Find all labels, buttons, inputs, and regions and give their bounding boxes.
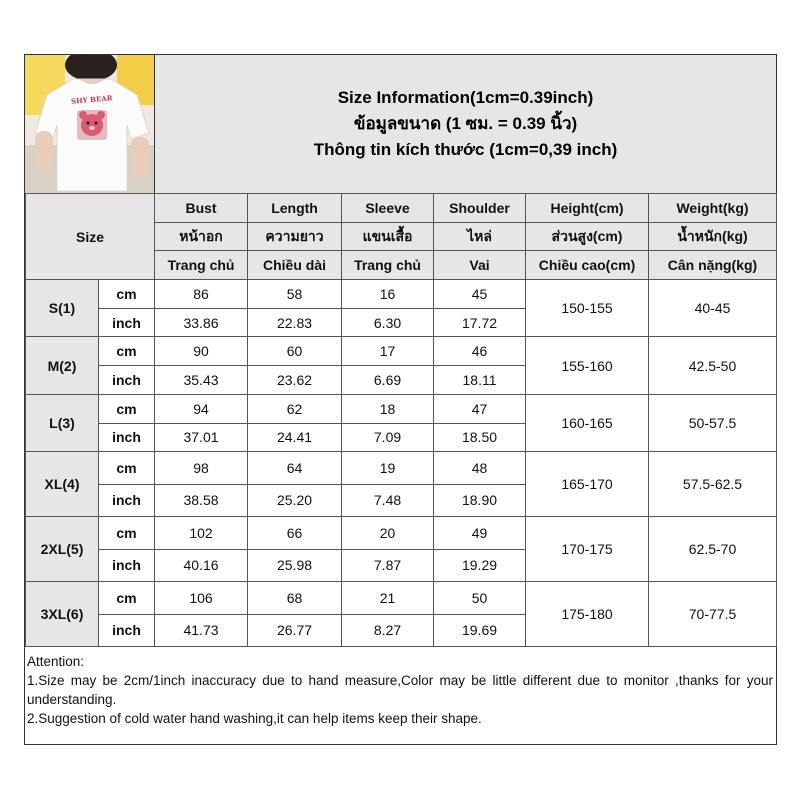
unit-inch-label: inch bbox=[99, 614, 155, 647]
bust-inch: 37.01 bbox=[155, 423, 248, 452]
sleeve-cm: 17 bbox=[342, 337, 434, 366]
size-label: 3XL(6) bbox=[26, 582, 99, 647]
shoulder-cm: 46 bbox=[434, 337, 526, 366]
column-header-sleeve-th: แขนเสื้อ bbox=[342, 222, 434, 251]
unit-inch-label: inch bbox=[99, 423, 155, 452]
column-header-height-th: ส่วนสูง(cm) bbox=[526, 222, 649, 251]
bust-inch: 33.86 bbox=[155, 308, 248, 337]
length-inch: 22.83 bbox=[248, 308, 342, 337]
size-label: L(3) bbox=[26, 394, 99, 451]
shoulder-inch: 18.50 bbox=[434, 423, 526, 452]
size-label: S(1) bbox=[26, 280, 99, 337]
unit-cm-label: cm bbox=[99, 337, 155, 366]
length-inch: 24.41 bbox=[248, 423, 342, 452]
length-cm: 64 bbox=[248, 452, 342, 485]
sleeve-cm: 19 bbox=[342, 452, 434, 485]
notes-line-2: 2.Suggestion of cold water hand washing,it can help items keep their shape. bbox=[27, 711, 482, 726]
bust-cm: 98 bbox=[155, 452, 248, 485]
bust-inch: 41.73 bbox=[155, 614, 248, 647]
product-photo-illustration bbox=[25, 55, 155, 193]
column-header-height: Height(cm) bbox=[526, 194, 649, 223]
sleeve-cm: 21 bbox=[342, 582, 434, 615]
column-header-sleeve: Sleeve bbox=[342, 194, 434, 223]
table-header-row-en bbox=[26, 194, 777, 223]
unit-cm-label: cm bbox=[99, 280, 155, 309]
height-range: 155-160 bbox=[526, 337, 649, 394]
attention-notes bbox=[25, 650, 776, 728]
table-row bbox=[26, 582, 777, 615]
bust-cm: 94 bbox=[155, 394, 248, 423]
length-inch: 25.20 bbox=[248, 484, 342, 517]
column-header-shoulder-th: ไหล่ bbox=[434, 222, 526, 251]
length-inch: 26.77 bbox=[248, 614, 342, 647]
sleeve-inch: 6.69 bbox=[342, 366, 434, 395]
shoulder-cm: 45 bbox=[434, 280, 526, 309]
sleeve-inch: 8.27 bbox=[342, 614, 434, 647]
unit-cm-label: cm bbox=[99, 517, 155, 550]
column-header-weight-th: น้ำหนัก(kg) bbox=[649, 222, 777, 251]
height-range: 150-155 bbox=[526, 280, 649, 337]
shoulder-cm: 49 bbox=[434, 517, 526, 550]
notes-title: Attention: bbox=[27, 654, 85, 669]
notes-line-1: 1.Size may be 2cm/1inch inaccuracy due to hand measure,Color may be little different due to monitor ,thanks for your understanding. bbox=[27, 673, 773, 707]
header-title-th: ข้อมูลขนาด (1 ซม. = 0.39 นิ้ว) bbox=[353, 114, 578, 133]
unit-inch-label: inch bbox=[99, 549, 155, 582]
table-row bbox=[26, 394, 777, 423]
unit-inch-label: inch bbox=[99, 484, 155, 517]
weight-range: 50-57.5 bbox=[649, 394, 777, 451]
weight-range: 70-77.5 bbox=[649, 582, 777, 647]
column-header-length: Length bbox=[248, 194, 342, 223]
weight-range: 62.5-70 bbox=[649, 517, 777, 582]
column-header-shoulder: Shoulder bbox=[434, 194, 526, 223]
column-header-bust-th: หน้าอก bbox=[155, 222, 248, 251]
shoulder-inch: 19.29 bbox=[434, 549, 526, 582]
unit-cm-label: cm bbox=[99, 394, 155, 423]
weight-range: 57.5-62.5 bbox=[649, 452, 777, 517]
length-cm: 60 bbox=[248, 337, 342, 366]
column-header-height-vi: Chiều cao(cm) bbox=[526, 251, 649, 280]
shoulder-inch: 18.11 bbox=[434, 366, 526, 395]
size-table bbox=[25, 193, 777, 647]
bust-cm: 90 bbox=[155, 337, 248, 366]
bust-cm: 102 bbox=[155, 517, 248, 550]
column-header-bust-vi: Trang chủ bbox=[155, 251, 248, 280]
sleeve-inch: 7.09 bbox=[342, 423, 434, 452]
column-header-weight: Weight(kg) bbox=[649, 194, 777, 223]
length-cm: 68 bbox=[248, 582, 342, 615]
sleeve-cm: 18 bbox=[342, 394, 434, 423]
size-column-header: Size bbox=[26, 194, 155, 280]
bust-inch: 40.16 bbox=[155, 549, 248, 582]
column-header-weight-vi: Cân nặng(kg) bbox=[649, 251, 777, 280]
bust-inch: 35.43 bbox=[155, 366, 248, 395]
unit-cm-label: cm bbox=[99, 452, 155, 485]
header-title-en: Size Information(1cm=0.39inch) bbox=[337, 88, 594, 107]
length-inch: 23.62 bbox=[248, 366, 342, 395]
product-photo bbox=[25, 55, 155, 193]
shoulder-inch: 18.90 bbox=[434, 484, 526, 517]
sleeve-inch: 6.30 bbox=[342, 308, 434, 337]
shoulder-inch: 19.69 bbox=[434, 614, 526, 647]
length-cm: 66 bbox=[248, 517, 342, 550]
length-cm: 58 bbox=[248, 280, 342, 309]
sleeve-cm: 16 bbox=[342, 280, 434, 309]
weight-range: 42.5-50 bbox=[649, 337, 777, 394]
unit-inch-label: inch bbox=[99, 308, 155, 337]
table-row bbox=[26, 337, 777, 366]
unit-inch-label: inch bbox=[99, 366, 155, 395]
shoulder-cm: 50 bbox=[434, 582, 526, 615]
height-range: 160-165 bbox=[526, 394, 649, 451]
column-header-bust: Bust bbox=[155, 194, 248, 223]
column-header-length-vi: Chiều dài bbox=[248, 251, 342, 280]
column-header-sleeve-vi: Trang chủ bbox=[342, 251, 434, 280]
header-title-vi: Thông tin kích thước (1cm=0,39 inch) bbox=[313, 140, 618, 159]
bust-inch: 38.58 bbox=[155, 484, 248, 517]
shirt-print-text: SHY BEAR bbox=[70, 93, 113, 106]
height-range: 165-170 bbox=[526, 452, 649, 517]
height-range: 175-180 bbox=[526, 582, 649, 647]
size-chart-sheet bbox=[24, 54, 777, 745]
table-row bbox=[26, 517, 777, 550]
length-inch: 25.98 bbox=[248, 549, 342, 582]
column-header-length-th: ความยาว bbox=[248, 222, 342, 251]
table-row bbox=[26, 280, 777, 309]
size-label: M(2) bbox=[26, 337, 99, 394]
shoulder-cm: 47 bbox=[434, 394, 526, 423]
sleeve-inch: 7.48 bbox=[342, 484, 434, 517]
weight-range: 40-45 bbox=[649, 280, 777, 337]
sleeve-inch: 7.87 bbox=[342, 549, 434, 582]
shoulder-cm: 48 bbox=[434, 452, 526, 485]
height-range: 170-175 bbox=[526, 517, 649, 582]
unit-cm-label: cm bbox=[99, 582, 155, 615]
size-info-header bbox=[155, 55, 776, 193]
size-label: 2XL(5) bbox=[26, 517, 99, 582]
size-label: XL(4) bbox=[26, 452, 99, 517]
column-header-shoulder-vi: Vai bbox=[434, 251, 526, 280]
bust-cm: 106 bbox=[155, 582, 248, 615]
shoulder-inch: 17.72 bbox=[434, 308, 526, 337]
sleeve-cm: 20 bbox=[342, 517, 434, 550]
table-row bbox=[26, 452, 777, 485]
bust-cm: 86 bbox=[155, 280, 248, 309]
length-cm: 62 bbox=[248, 394, 342, 423]
